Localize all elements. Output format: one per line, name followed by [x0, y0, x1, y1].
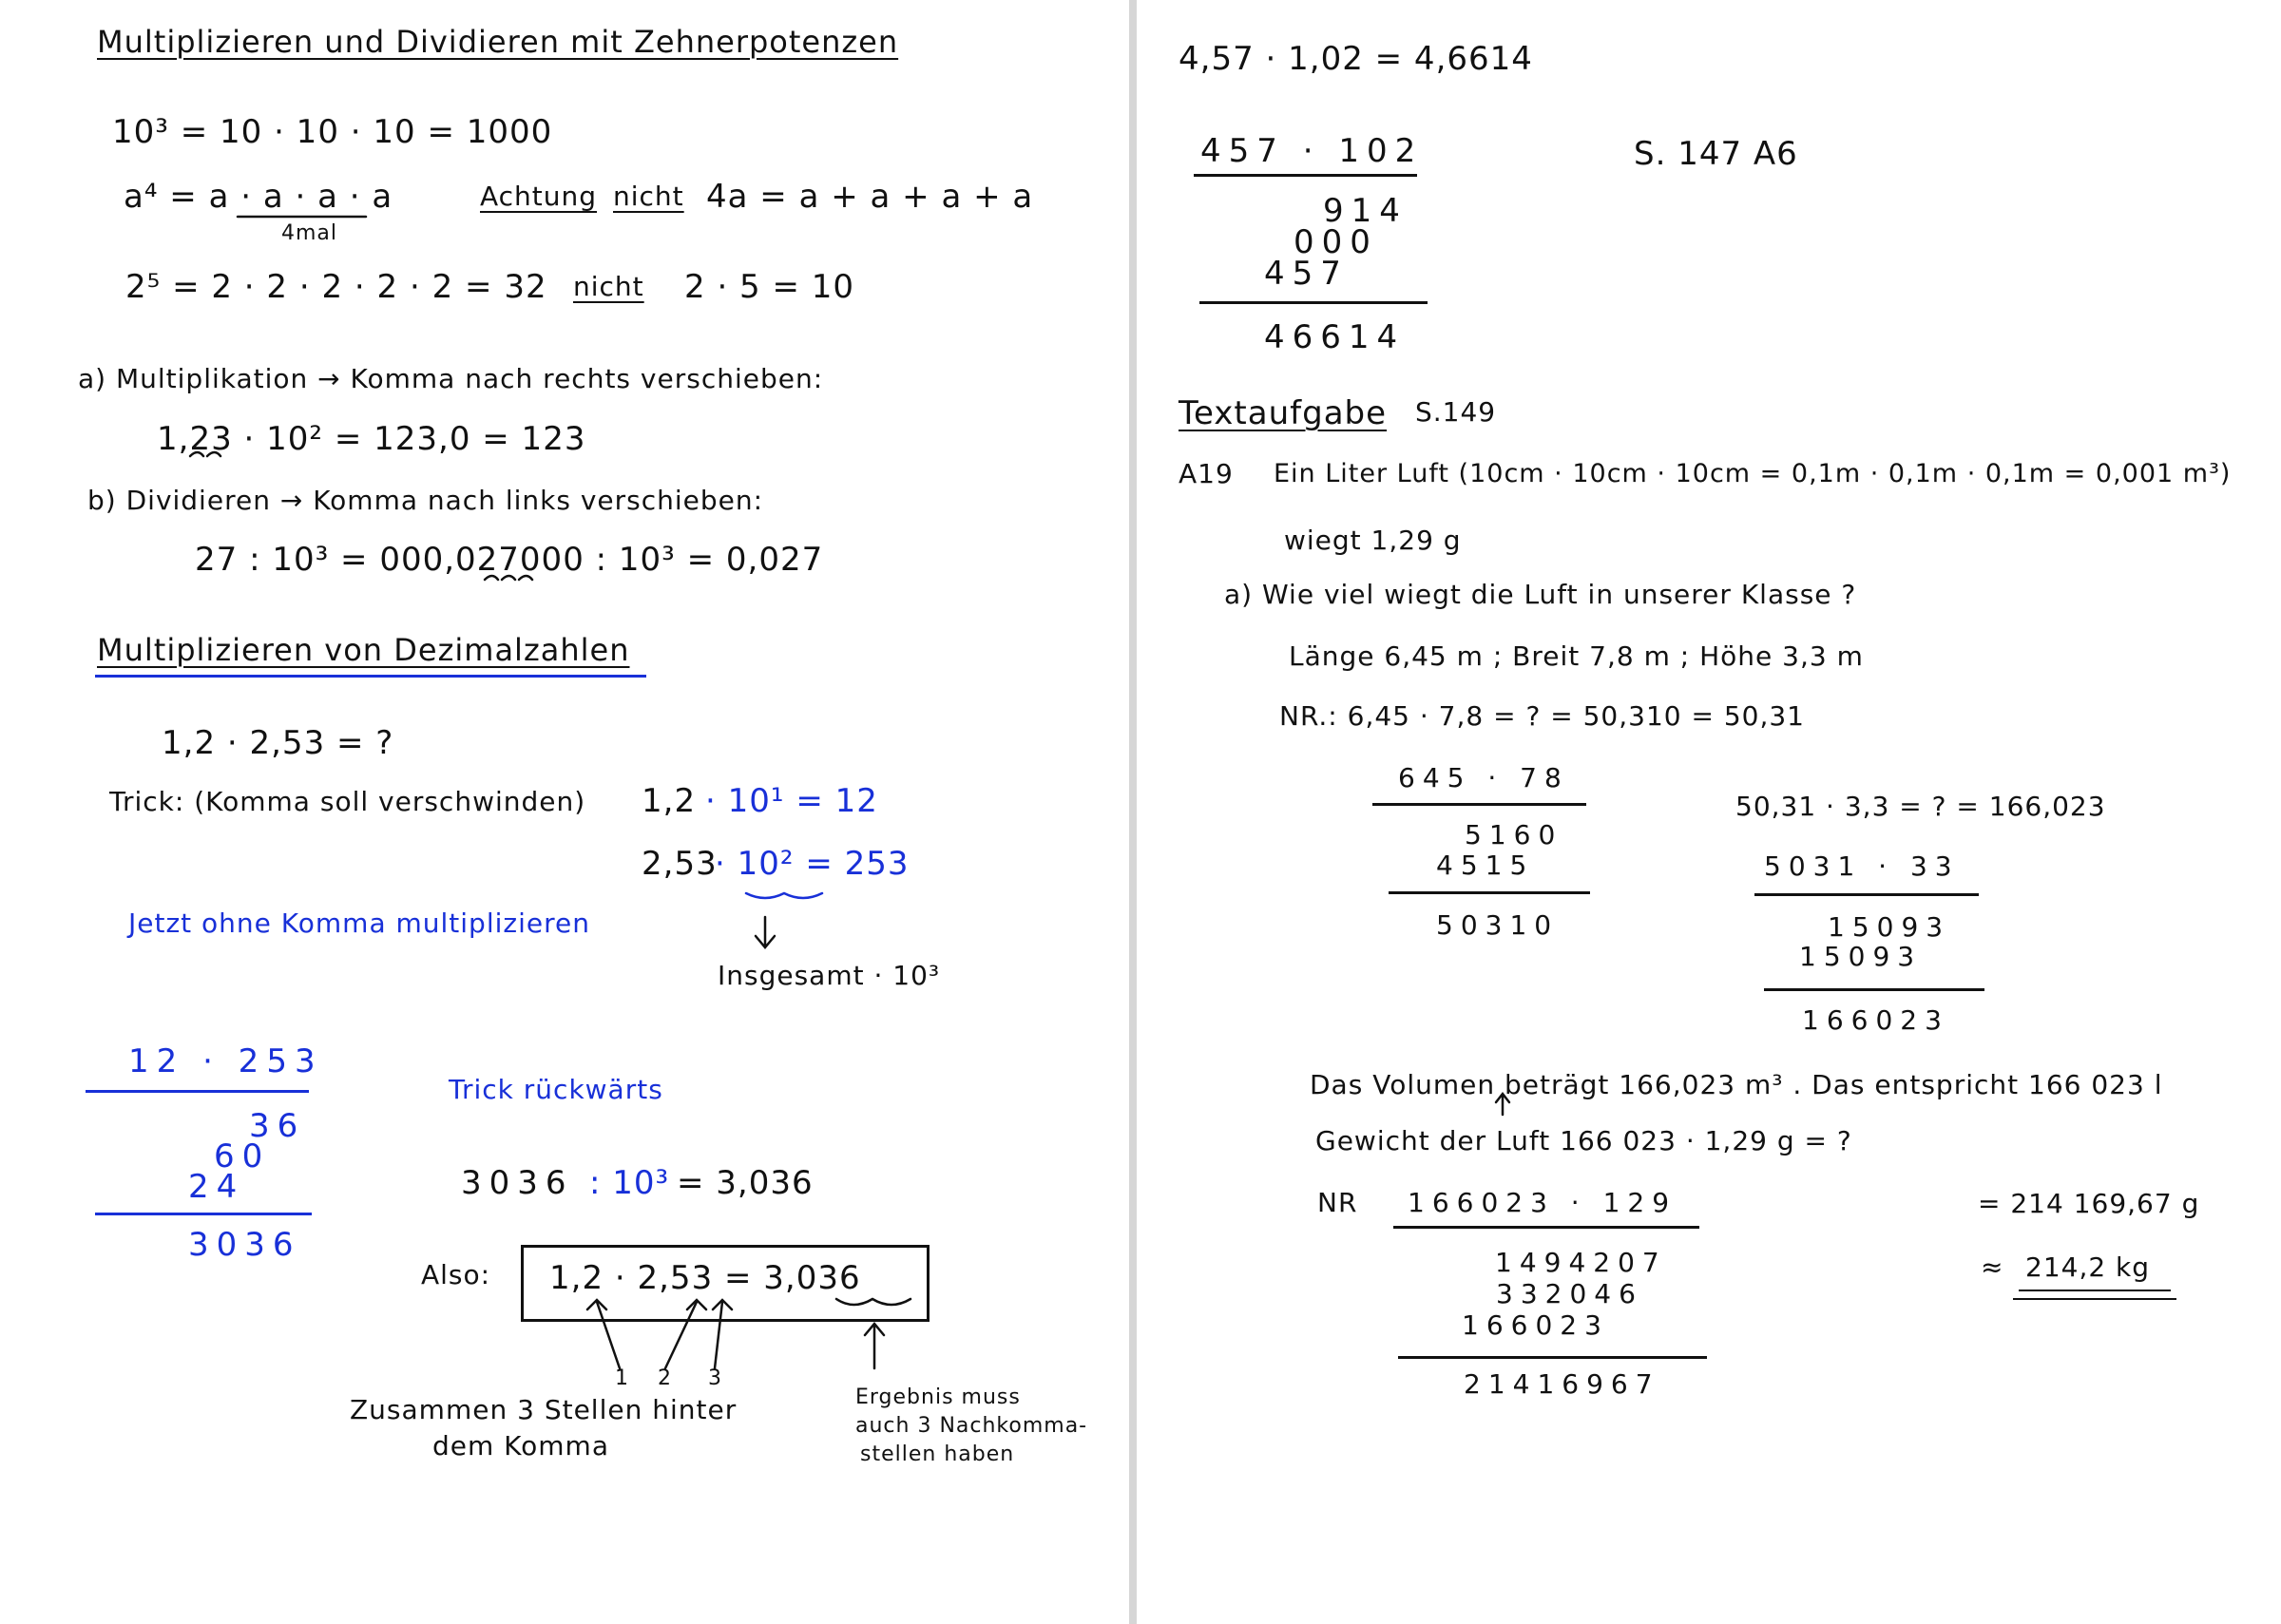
- rule-a-example: 1,23 · 10² = 123,0 = 123: [157, 420, 586, 458]
- m1-result: 46614: [1264, 318, 1406, 356]
- mul-row-1: 36: [249, 1107, 306, 1145]
- equation-2: 50,31 · 3,3 = ? = 166,023: [1735, 791, 2106, 822]
- nicht-label-2: nicht: [573, 271, 644, 302]
- div-result: = 3,036: [677, 1164, 814, 1202]
- trick-label: Trick: (Komma soll verschwinden): [109, 786, 586, 817]
- m2-header: 645 · 78: [1398, 762, 1569, 793]
- mul-header: 12 · 253: [128, 1042, 323, 1080]
- m4-row-1: 1494207: [1495, 1247, 1667, 1278]
- power-example-2: a⁴ = a · a · a · a: [124, 178, 393, 216]
- achtung-label: Achtung: [480, 181, 598, 212]
- down-arrow-icon: [756, 917, 775, 947]
- result-up-arrow-icon: [865, 1324, 884, 1368]
- ergebnis-line-2: auch 3 Nachkomma-: [855, 1414, 1088, 1438]
- m3-row-2: 15093: [1799, 941, 1923, 972]
- m1-row-3: 457: [1264, 255, 1349, 293]
- power-example-1: 10³ = 10 · 10 · 10 = 1000: [112, 113, 553, 151]
- liter-statement: Ein Liter Luft (10cm · 10cm · 10cm = 0,1m · 0,1m · 0,1m = 0,001 m³): [1274, 459, 2232, 488]
- div-value: 3036: [461, 1164, 574, 1202]
- rule-b-example: 27 : 10³ = 000,027000 : 10³ = 0,027: [195, 541, 824, 579]
- answer-kg: 214,2 kg: [2025, 1251, 2151, 1283]
- wiegt-line: wiegt 1,29 g: [1284, 525, 1462, 556]
- comma-shift-arrows-left: [485, 576, 532, 580]
- zusammen-line-1: Zusammen 3 Stellen hinter: [350, 1394, 738, 1425]
- digit-pointer-arrowheads: [587, 1300, 732, 1309]
- trick-rueckwaerts: Trick rückwärts: [449, 1074, 663, 1105]
- trick-2-power: · 10² = 253: [715, 845, 910, 883]
- counter-example-2: 2 · 5 = 10: [684, 268, 855, 306]
- digit-pointer-lines: [597, 1302, 722, 1368]
- page-149: S.149: [1415, 396, 1497, 428]
- room-dimensions: Länge 6,45 m ; Breit 7,8 m ; Höhe 3,3 m: [1289, 640, 1864, 672]
- m3-result: 166023: [1802, 1004, 1949, 1036]
- heading-decimals: Multiplizieren von Dezimalzahlen: [97, 632, 630, 668]
- gewicht-line: Gewicht der Luft 166 023 · 1,29 g = ?: [1315, 1125, 1852, 1156]
- result-equation: 1,2 · 2,53 = 3,036: [549, 1259, 861, 1297]
- nr-calc-1: NR.: 6,45 · 7,8 = ? = 50,310 = 50,31: [1279, 700, 1805, 732]
- m1-row-2: 000: [1294, 223, 1378, 261]
- nicht-label-1: nicht: [613, 181, 684, 212]
- m3-row-1: 15093: [1828, 911, 1951, 943]
- question: 1,2 · 2,53 = ?: [162, 724, 394, 762]
- answer-grams: = 214 169,67 g: [1978, 1188, 2200, 1219]
- task-a19: A19: [1179, 458, 1234, 489]
- rule-a: a) Multiplikation → Komma nach rechts verschieben:: [78, 363, 824, 394]
- trick-1-power: · 10¹ = 12: [705, 782, 878, 820]
- zusammen-line-2: dem Komma: [432, 1430, 609, 1462]
- page-reference: S. 147 A6: [1634, 135, 1798, 173]
- volume-digit-arrow-icon: [1496, 1094, 1509, 1115]
- trick-2-value: 2,53: [642, 845, 718, 883]
- m2-row-2: 4515: [1436, 850, 1535, 881]
- title: Multiplizieren und Dividieren mit Zehnerpotenzen: [97, 24, 899, 60]
- digit-count-2: 2: [658, 1366, 672, 1390]
- ergebnis-line-3: stellen haben: [860, 1442, 1015, 1466]
- m2-result: 50310: [1436, 909, 1560, 941]
- m4-result: 21416967: [1464, 1368, 1660, 1400]
- mul-row-3: 24: [188, 1168, 245, 1206]
- mul-result: 3036: [188, 1226, 301, 1264]
- m4-header: 166023 · 129: [1408, 1187, 1677, 1218]
- div-power: : 10³: [589, 1164, 670, 1202]
- decimal-brace: [836, 1299, 910, 1305]
- m1-row-1: 914: [1323, 192, 1408, 230]
- question-a: a) Wie viel wiegt die Luft in unserer Klasse ?: [1224, 579, 1857, 610]
- m2-row-1: 5160: [1465, 819, 1563, 850]
- nr-label: NR: [1317, 1187, 1358, 1218]
- ergebnis-line-1: Ergebnis muss: [855, 1385, 1021, 1409]
- insgesamt-text: Insgesamt · 10³: [718, 960, 941, 991]
- counter-example-1: 4a = a + a + a + a: [706, 178, 1034, 216]
- m1-header: 457 · 102: [1200, 132, 1424, 170]
- m4-row-2: 332046: [1496, 1278, 1643, 1309]
- jetzt-text: Jetzt ohne Komma multiplizieren: [128, 908, 590, 939]
- m4-row-3: 166023: [1462, 1309, 1609, 1341]
- m3-header: 5031 · 33: [1764, 850, 1960, 882]
- volumen-sentence: Das Volumen beträgt 166,023 m³ . Das entspricht 166 023 l: [1310, 1069, 2163, 1100]
- trick-1-value: 1,2: [642, 782, 697, 820]
- power-brace: [746, 893, 822, 898]
- digit-count-3: 3: [708, 1366, 722, 1390]
- equation-1: 4,57 · 1,02 = 4,6614: [1179, 40, 1533, 78]
- approx-sign: ≈: [1981, 1251, 2004, 1283]
- power-example-3: 2⁵ = 2 · 2 · 2 · 2 · 2 = 32: [125, 268, 547, 306]
- textaufgabe-heading: Textaufgabe: [1179, 394, 1388, 432]
- also-label: Also:: [421, 1259, 491, 1290]
- four-times-label: 4mal: [281, 221, 338, 245]
- rule-b: b) Dividieren → Komma nach links verschieben:: [87, 485, 764, 516]
- digit-count-1: 1: [615, 1366, 629, 1390]
- mul-row-2: 60: [214, 1137, 271, 1175]
- comma-shift-arrows-right: [190, 452, 220, 456]
